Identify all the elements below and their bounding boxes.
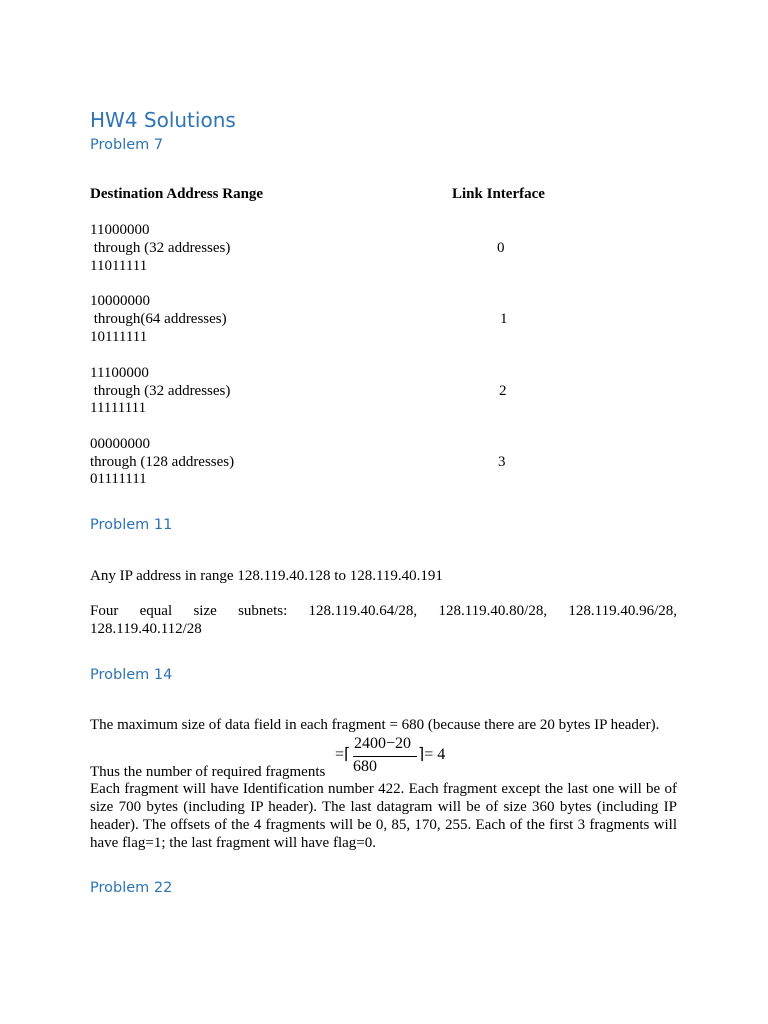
column-header-link: Link Interface <box>452 186 545 202</box>
problem-14-paragraph-line: Each fragment will have Identification number 422. Each fragment except the last one will be of <box>90 781 677 797</box>
problem-11-heading: Problem 11 <box>90 517 173 533</box>
problem-11-line-3: 128.119.40.112/28 <box>90 621 202 637</box>
column-header-destination: Destination Address Range <box>90 186 264 202</box>
problem-14-paragraph-line: have flag=1; the last fragment will have flag=0. <box>90 835 376 851</box>
fraction-bar <box>353 756 417 757</box>
range-start: 10000000 <box>90 293 150 309</box>
problem-14-line-1: The maximum size of data field in each fragment = 680 (because there are 20 bytes IP header). <box>90 717 660 733</box>
range-end: 01111111 <box>90 471 147 487</box>
link-interface-value: 0 <box>497 240 505 256</box>
problem-11-line-1: Any IP address in range 128.119.40.128 to 128.119.40.191 <box>90 568 443 584</box>
problem-14-heading: Problem 14 <box>90 667 173 683</box>
equation-numerator: 2400−20 <box>354 735 412 752</box>
equation-prefix: =⌈ <box>335 746 351 763</box>
link-interface-value: 1 <box>500 311 508 327</box>
range-end: 11111111 <box>90 400 147 416</box>
problem-14-line-2: Thus the number of required fragments <box>90 764 326 780</box>
range-end: 10111111 <box>90 329 148 345</box>
link-interface-value: 2 <box>499 383 507 399</box>
range-through: through (32 addresses) <box>90 383 231 399</box>
range-start: 00000000 <box>90 436 150 452</box>
problem-14-paragraph-line: header). The offsets of the 4 fragments will be 0, 85, 170, 255. Each of the first 3 fragments will <box>90 817 677 833</box>
range-through: through (128 addresses) <box>90 454 235 470</box>
range-through: through (32 addresses) <box>90 240 231 256</box>
problem-14-paragraph-line: size 700 bytes (including IP header). The last datagram will be of size 360 bytes (including IP <box>90 799 677 815</box>
equation-denominator: 680 <box>353 758 377 775</box>
range-through: through(64 addresses) <box>90 311 227 327</box>
range-end: 11011111 <box>90 258 148 274</box>
document-title: HW4 Solutions <box>90 108 236 132</box>
problem-7-heading: Problem 7 <box>90 137 164 153</box>
equation-suffix: ⌉= 4 <box>418 746 446 763</box>
problem-22-heading: Problem 22 <box>90 880 173 896</box>
range-start: 11000000 <box>90 222 150 238</box>
problem-11-line-2: Four equal size subnets: 128.119.40.64/28, 128.119.40.80/28, 128.119.40.96/28, <box>90 603 677 619</box>
range-start: 11100000 <box>90 365 149 381</box>
link-interface-value: 3 <box>498 454 506 470</box>
